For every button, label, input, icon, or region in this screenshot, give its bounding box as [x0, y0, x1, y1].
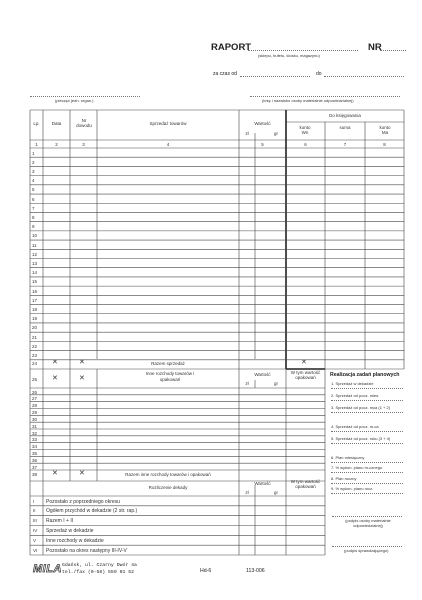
responsible-label: (imię i nazwisko osoby materialnie odpowiedzialnej)	[262, 98, 354, 103]
col-gr-lower: gr	[273, 381, 278, 386]
row-number: 4	[32, 178, 35, 184]
col-konto-wn: konto Wn	[299, 125, 311, 135]
row-number: 14	[32, 270, 38, 276]
report-subtitle: (sklepu, bufetu, kiosku, magazynu)	[258, 53, 320, 58]
row-number: 23	[32, 353, 38, 359]
realizacja-title: Realizacja zadań planowych	[330, 372, 400, 378]
cross-icon: ✕	[52, 359, 58, 366]
realizacja-item: 4. Sprzedaż od pocz. m-ca	[331, 424, 379, 429]
row-number: 31	[32, 423, 38, 429]
row-number: 11	[32, 242, 37, 248]
signature-line-1	[332, 516, 402, 517]
row-number: 19	[32, 316, 38, 322]
row-number: 8	[32, 214, 35, 220]
summary-row-number: VI	[33, 547, 38, 553]
summary-row-label: Inne rozchody w dekadzie	[46, 537, 104, 544]
row-number: 16	[32, 288, 38, 294]
wartosc-header-lower: Wartość	[254, 372, 271, 377]
row-number: 10	[32, 233, 38, 239]
realizacja-item-line	[331, 483, 403, 484]
row-number: 17	[32, 297, 38, 303]
cross-icon: ✕	[52, 375, 58, 382]
footer-address: Gdańsk, ul. Czarny Dwór 4a	[62, 563, 137, 568]
signature-label-2: (podpis sprawdzającego)	[344, 548, 389, 553]
realizacja-item-line	[331, 388, 403, 389]
inne-rozchody-header: Inne rozchody towarów i opakowań	[145, 371, 195, 382]
period-from-label: za czas od	[213, 71, 237, 77]
row-number: 22	[32, 343, 38, 349]
w-tym-rozliczenie: W tym wartość opakowań	[290, 479, 321, 489]
row-number: 9	[32, 224, 35, 230]
realizacja-item: 7. % wykon. planu m-cznego	[331, 465, 383, 470]
row-number: 12	[32, 251, 38, 257]
wartosc-rozliczenie: Wartość	[254, 481, 271, 486]
col-data: Data	[51, 121, 62, 126]
col-gr: gr	[273, 131, 278, 136]
col-num-3: 3	[82, 142, 85, 147]
col-lp: Lp.	[33, 121, 40, 126]
realizacja-item: 9. % wykon. planu rocz.	[331, 486, 374, 491]
realizacja-item: 8. Plan roczny	[331, 476, 357, 481]
summary-row-label: Pozostało z poprzedniego okresu	[46, 498, 120, 505]
col-num-5: 5	[261, 142, 264, 147]
row-number: 33	[32, 437, 38, 443]
col-num-1: 1	[35, 142, 38, 147]
realizacja-item-line	[331, 412, 403, 413]
row-number: 34	[32, 444, 38, 450]
row-number: 5	[32, 187, 35, 193]
col-num-8: 8	[383, 142, 386, 147]
row-number: 21	[32, 334, 38, 340]
row-number: 32	[32, 430, 38, 436]
footer-phone: tel./fax (0-58) 559 01 52	[62, 570, 134, 575]
razem-sprzedaz: Razem sprzedaż	[151, 361, 185, 366]
cross-icon: ✕	[301, 359, 307, 366]
col-num-2: 2	[55, 142, 58, 147]
row-number: 26	[32, 389, 38, 395]
period-to-label: do	[316, 71, 322, 77]
summary-row-label: Ogółem przychód w dekadzie (2 str. rap.)	[46, 508, 138, 515]
row-number: 18	[32, 307, 38, 313]
report-title: RAPORT	[211, 42, 252, 53]
col-num-7: 7	[343, 142, 347, 147]
summary-row-label: Razem I + II	[46, 518, 74, 525]
row-number: 2	[32, 159, 35, 165]
realizacja-item-line	[331, 462, 403, 463]
cross-icon: ✕	[79, 470, 85, 477]
signature-label-1: (podpis osoby materialnie odpowiedzialnej)	[345, 518, 391, 528]
col-suma: suma	[339, 125, 351, 130]
mila-logo: MILA	[33, 563, 62, 575]
stamp-label: (pieczęć jedn. organ.)	[55, 98, 94, 103]
summary-row-label: Sprzedaż w dekadzie	[46, 528, 94, 534]
form-code: Hd-6	[200, 568, 212, 574]
col-num-4: 4	[166, 142, 170, 147]
row-number: 1	[32, 150, 35, 156]
summary-row-number: III	[33, 518, 37, 524]
realizacja-item: 2. Sprzedaż od pocz. mies.	[331, 393, 380, 398]
realizacja-item: 5. Sprzedaż od pocz. roku (3 + 4)	[331, 436, 391, 441]
realizacja-item: 6. Plan miesięczny	[331, 455, 365, 460]
col-gr-rozliczenie: gr	[273, 490, 278, 495]
col-nr-dowodu: Nr dowodu	[76, 118, 92, 128]
col-zl: zł	[245, 131, 249, 136]
report-nr-label: NR	[368, 42, 382, 53]
summary-row-number: IV	[33, 528, 38, 533]
realizacja-item: 3. Sprzedaż od pocz. mca (1 + 2)	[331, 405, 391, 410]
w-tym-header: W tym wartość opakowań	[290, 370, 321, 380]
row-number: 6	[32, 196, 35, 202]
realizacja-item-line	[331, 443, 403, 444]
row-24-number: 24	[32, 361, 38, 366]
cross-icon: ✕	[79, 359, 85, 366]
realizacja-item-line	[331, 400, 403, 401]
col-do-ksiegowania: Do księgowania	[329, 113, 361, 118]
row-number: 35	[32, 451, 38, 456]
cross-icon: ✕	[79, 375, 85, 382]
col-sprzedaz: Sprzedaż towarów	[149, 121, 187, 126]
row-number: 13	[32, 261, 38, 266]
row-25-number: 25	[32, 377, 38, 382]
cross-icon: ✕	[52, 470, 58, 477]
razem-inne-rozchody: Razem inne rozchody towarów i opakowań	[125, 472, 211, 477]
row-number: 29	[32, 410, 38, 415]
row-number: 30	[32, 416, 38, 422]
row-number: 20	[32, 325, 38, 331]
summary-row-number: II	[33, 508, 36, 514]
summary-row-number: I	[33, 498, 35, 504]
col-zl-lower: zł	[245, 381, 249, 386]
realizacja-item: 1. Sprzedaż w dekadzie	[331, 381, 374, 386]
row-number: 7	[32, 205, 35, 211]
row-number: 15	[32, 279, 38, 285]
col-num-6: 6	[304, 142, 307, 147]
realizacja-item-line	[331, 472, 403, 473]
realizacja-item-line	[331, 493, 403, 494]
row-number: 37	[32, 464, 38, 470]
row-number: 36	[32, 457, 38, 463]
col-konto-ma: konto Ma	[379, 125, 391, 135]
row-38-number: 38	[32, 472, 38, 477]
row-number: 3	[32, 168, 35, 174]
summary-row-number: V	[33, 537, 37, 543]
rozliczenie-dekady: Rozliczenie dekady	[148, 485, 188, 490]
row-number: 27	[32, 396, 38, 402]
summary-row-label: Pozostało na okres następny III-IV-V	[46, 547, 127, 554]
col-zl-rozliczenie: zł	[245, 490, 249, 495]
signature-line-2	[332, 546, 402, 547]
realizacja-item-line	[331, 431, 403, 432]
form-number: 113-006	[246, 568, 265, 574]
row-number: 28	[32, 403, 38, 409]
col-wartosc: Wartość	[254, 121, 271, 126]
